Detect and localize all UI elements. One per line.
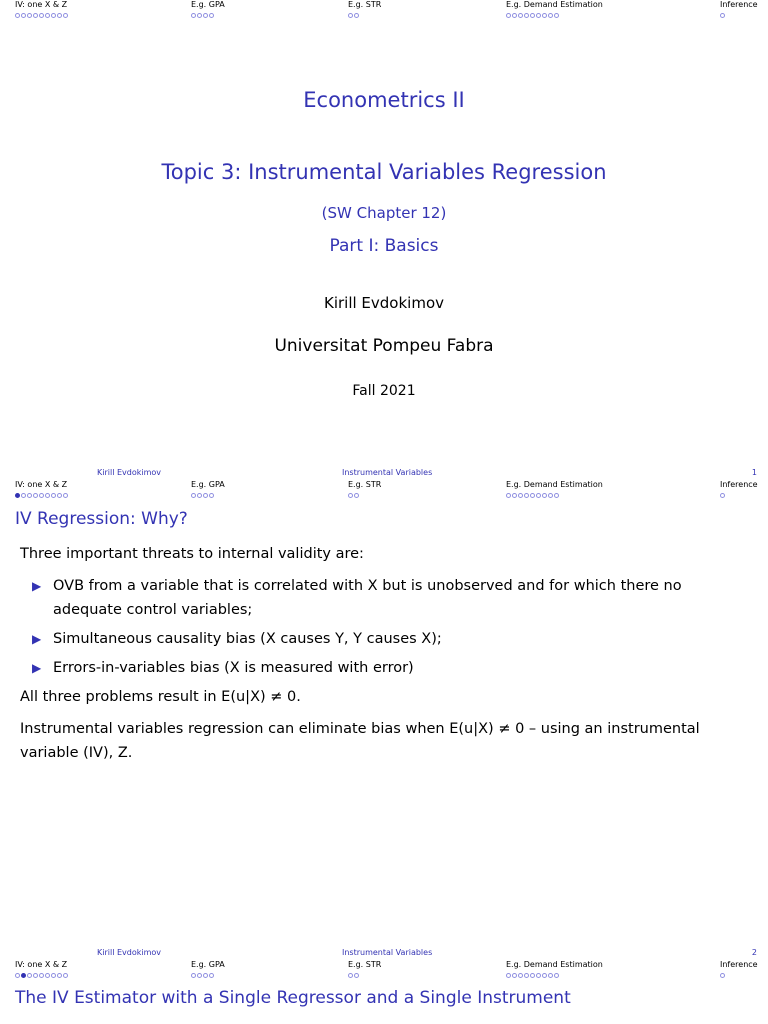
navigation-bar xyxy=(0,0,768,22)
conclusion-text: Instrumental variables regression can eliminate bias when E(u|X) ≠ 0 – using an instrumental variable (IV), Z. xyxy=(20,721,700,761)
triangle-bullet-icon: ▶ xyxy=(32,661,42,675)
navigation-bar xyxy=(0,480,768,502)
nav-section-inference[interactable] xyxy=(720,960,758,980)
footer-author[interactable]: Kirill Evdokimov xyxy=(97,468,162,477)
nav-progress-dots xyxy=(191,490,225,500)
list-item xyxy=(20,656,748,680)
nav-progress-dots xyxy=(15,490,69,500)
nav-section-label[interactable]: E.g. Demand Estimation xyxy=(506,0,603,9)
nav-section-label[interactable]: E.g. Demand Estimation xyxy=(506,480,603,489)
nav-section-gpa[interactable] xyxy=(191,960,225,980)
nav-section-iv[interactable] xyxy=(15,480,69,500)
nav-progress-dots xyxy=(506,10,603,20)
nav-section-label[interactable]: E.g. GPA xyxy=(191,960,225,969)
topic-title: Topic 3: Instrumental Variables Regression xyxy=(161,160,607,184)
slide-iv-estimator xyxy=(0,960,768,1024)
nav-progress-dots xyxy=(348,10,381,20)
slide-iv-why xyxy=(0,480,768,960)
nav-section-gpa[interactable] xyxy=(191,480,225,500)
chapter-reference: (SW Chapter 12) xyxy=(321,204,447,222)
nav-section-iv[interactable] xyxy=(15,0,69,20)
date: Fall 2021 xyxy=(352,383,416,399)
page-number[interactable]: 1 xyxy=(751,468,757,477)
nav-section-demand[interactable] xyxy=(506,480,603,500)
intro-text: Three important threats to internal validity are: xyxy=(20,546,364,562)
slide-footer xyxy=(0,946,768,960)
nav-section-demand[interactable] xyxy=(506,960,603,980)
frame-title: IV Regression: Why? xyxy=(15,509,188,529)
list-item xyxy=(20,627,748,651)
nav-section-label[interactable]: E.g. Demand Estimation xyxy=(506,960,603,969)
nav-section-str[interactable] xyxy=(348,960,381,980)
threat-list xyxy=(20,574,748,680)
nav-progress-dots xyxy=(506,970,603,980)
list-item-text: OVB from a variable that is correlated with X but is unobserved and for which there no adequate control variables; xyxy=(53,578,682,618)
triangle-bullet-icon: ▶ xyxy=(32,632,42,646)
nav-progress-dots xyxy=(348,970,381,980)
nav-section-label[interactable]: E.g. STR xyxy=(348,480,382,489)
nav-section-inference[interactable] xyxy=(720,0,758,20)
slide-title xyxy=(0,0,768,480)
nav-progress-dots xyxy=(191,970,225,980)
result-text: All three problems result in E(u|X) ≠ 0. xyxy=(20,689,301,705)
nav-progress-dots xyxy=(191,10,225,20)
footer-author[interactable]: Kirill Evdokimov xyxy=(97,948,162,957)
nav-section-label[interactable]: IV: one X & Z xyxy=(15,0,68,9)
nav-section-str[interactable] xyxy=(348,0,381,20)
nav-section-label[interactable]: Inference xyxy=(720,960,758,969)
nav-progress-dots xyxy=(15,10,69,20)
list-item-text: Simultaneous causality bias (X causes Y, Y causes X); xyxy=(53,631,442,647)
nav-progress-dots xyxy=(348,490,381,500)
nav-progress-dots xyxy=(15,970,69,980)
nav-section-iv[interactable] xyxy=(15,960,69,980)
footer-title[interactable]: Instrumental Variables xyxy=(342,468,433,477)
navigation-bar xyxy=(0,960,768,982)
nav-section-label[interactable]: IV: one X & Z xyxy=(15,960,68,969)
list-item xyxy=(20,574,748,622)
footer-title[interactable]: Instrumental Variables xyxy=(342,948,433,957)
page-number[interactable]: 2 xyxy=(751,948,757,957)
frame-title: The IV Estimator with a Single Regressor and a Single Instrument xyxy=(15,988,571,1008)
nav-section-label[interactable]: E.g. GPA xyxy=(191,0,225,9)
nav-section-inference[interactable] xyxy=(720,480,758,500)
part-title: Part I: Basics xyxy=(329,236,439,256)
slide-footer xyxy=(0,466,768,480)
nav-progress-dots xyxy=(720,10,758,20)
triangle-bullet-icon: ▶ xyxy=(32,579,42,593)
nav-section-label[interactable]: E.g. STR xyxy=(348,960,382,969)
nav-section-label[interactable]: E.g. GPA xyxy=(191,480,225,489)
institution-name: Universitat Pompeu Fabra xyxy=(274,336,494,356)
nav-section-str[interactable] xyxy=(348,480,381,500)
course-title: Econometrics II xyxy=(303,88,465,112)
nav-progress-dots xyxy=(720,970,758,980)
author-name: Kirill Evdokimov xyxy=(323,294,444,312)
nav-section-demand[interactable] xyxy=(506,0,603,20)
slide-body xyxy=(20,542,748,773)
list-item-text: Errors-in-variables bias (X is measured with error) xyxy=(53,660,414,676)
nav-section-label[interactable]: Inference xyxy=(720,0,758,9)
nav-section-label[interactable]: E.g. STR xyxy=(348,0,382,9)
nav-section-label[interactable]: Inference xyxy=(720,480,758,489)
nav-section-gpa[interactable] xyxy=(191,0,225,20)
nav-section-label[interactable]: IV: one X & Z xyxy=(15,480,68,489)
nav-progress-dots xyxy=(506,490,603,500)
nav-progress-dots xyxy=(720,490,758,500)
